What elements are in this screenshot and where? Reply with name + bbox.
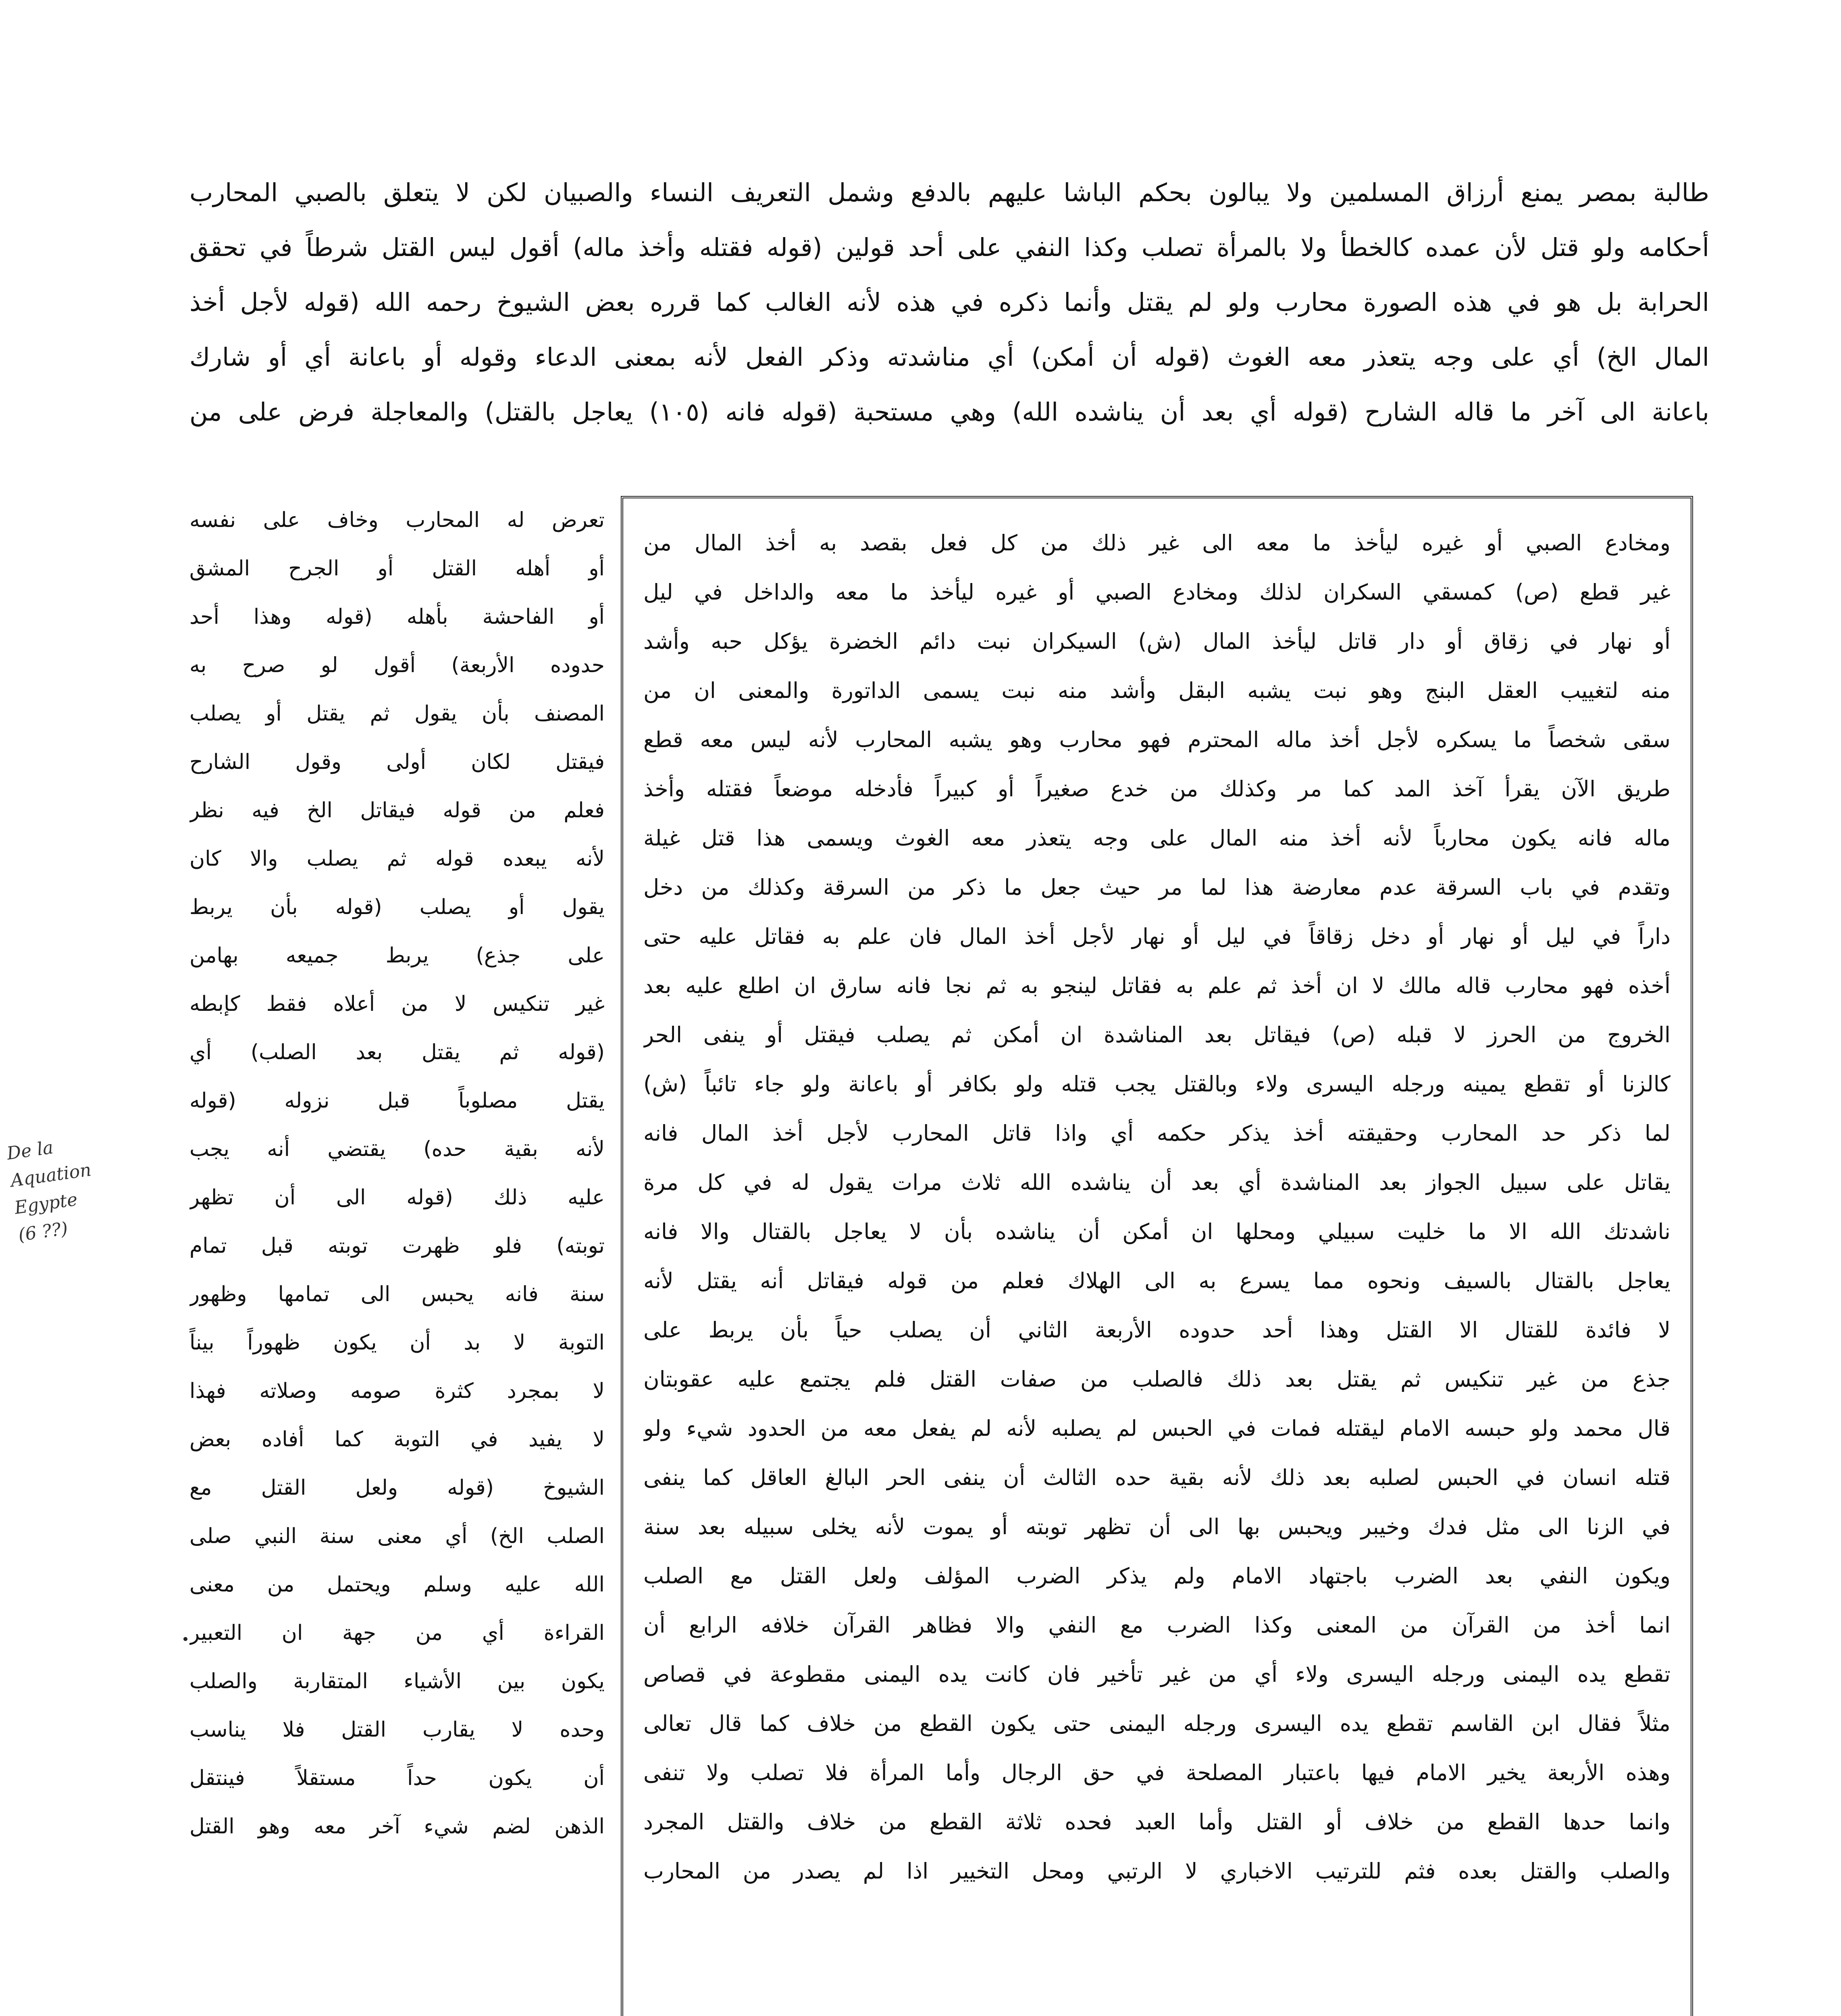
side-line: المصنف بأن يقول ثم يقتل أو يصلب bbox=[189, 702, 605, 726]
header-line-1: طالبة بمصر يمنع أرزاق المسلمين ولا يبالون بحكم الباشا عليهم بالدفع وشمل التعريف النساء والصبيان لكن لا يتعلق بالصبي المحارب bbox=[189, 178, 1709, 207]
margin-note-line: Aquation bbox=[9, 1159, 93, 1191]
side-line: يقول أو يصلب (قوله بأن يربط bbox=[189, 895, 605, 919]
side-line: لا يفيد في التوبة كما أفاده بعض bbox=[189, 1427, 605, 1452]
main-line: وتقدم في باب السرقة عدم معارضة هذا لما مر حيث جعل ما ذكر من السرقة وكذلك من دخل bbox=[643, 875, 1670, 900]
side-line: وحده لا يقارب القتل فلا يناسب bbox=[189, 1718, 605, 1742]
margin-note-line: De la bbox=[5, 1137, 55, 1164]
side-line: الشيوخ (قوله ولعل القتل مع bbox=[189, 1476, 605, 1500]
main-line: تقطع يده اليمنى ورجله اليسرى ولاء أي من غير تأخير فان كانت يده اليمنى مقطوعة في قصاص bbox=[643, 1662, 1670, 1687]
main-line: أخذه فهو محارب قاله مالك لا ان أخذ ثم علم به فقاتل لينجو به ثم نجا فانه سارق ان اطلع عليه بعد bbox=[643, 973, 1670, 998]
main-line: سقى شخصاً ما يسكره لأجل أخذ ماله المحترم فهو محارب وهو يشبه المحارب لأنه ليس معه قطع bbox=[643, 727, 1670, 752]
side-line: الصلب الخ) أي معنى سنة النبي صلى bbox=[189, 1524, 605, 1548]
side-line: يكون بين الأشياء المتقاربة والصلب bbox=[189, 1669, 605, 1693]
main-body bbox=[0, 496, 1841, 2016]
side-line: القراءة أي من جهة ان التعبير bbox=[189, 1621, 605, 1645]
main-line: ناشدتك الله الا ما خليت سبيلي ومحلها ان أمكن أن يناشده بأن لا يعاجل بالقتال والا فانه bbox=[643, 1219, 1670, 1244]
side-line: لا بمجرد كثرة صومه وصلاته فهذا bbox=[189, 1379, 605, 1403]
side-line: الذهن لضم شيء آخر معه وهو القتل bbox=[189, 1814, 605, 1839]
header-line-5: باعانة الى آخر ما قاله الشارح (قوله أي بعد أن يناشده الله) وهي مستحبة (قوله فانه (١٠٥) يعاجل بالقتل) والمعاجلة فرض على من bbox=[189, 397, 1709, 427]
main-line: ماله فانه يكون محارباً لأنه أخذ منه المال على وجه يتعذر معه الغوث ويسمى هذا قتل غيلة bbox=[643, 825, 1670, 851]
main-line: جذع من غير تنكيس ثم يقتل بعد ذلك فالصلب من صفات القتل فلم يجتمع عليه عقوبتان bbox=[643, 1366, 1670, 1392]
main-line: غير قطع (ص) كمسقي السكران لذلك ومخادع الصبي أو غيره ليأخذ ما معه والداخل في ليل bbox=[643, 579, 1670, 605]
side-line: (قوله ثم يقتل بعد الصلب) أي bbox=[189, 1040, 605, 1064]
side-line: فعلم من قوله فيقاتل الخ فيه نظر bbox=[189, 798, 605, 823]
side-line: يقتل مصلوباً قبل نزوله (قوله bbox=[189, 1089, 605, 1113]
side-line: حدوده الأربعة) أقول لو صرح به bbox=[189, 653, 605, 677]
side-line: التوبة لا بد أن يكون ظهوراً بيناً bbox=[189, 1331, 605, 1355]
main-line: وهذه الأربعة يخير الامام فيها باعتبار المصلحة في حق الرجال وأما المرأة فلا تصلب ولا تنفى bbox=[643, 1760, 1670, 1785]
side-line: تعرض له المحارب وخاف على نفسه bbox=[189, 508, 605, 532]
side-line: أو أهله القتل أو الجرح المشق bbox=[189, 556, 605, 581]
main-line: لما ذكر حد المحارب وحقيقته أخذ يذكر حكمه أي واذا قاتل المحارب لأجل أخذ المال فانه bbox=[643, 1120, 1670, 1146]
side-line: فيقتل لكان أولى وقول الشارح bbox=[189, 750, 605, 774]
main-line: ويكون النفي بعد الضرب باجتهاد الامام ولم يذكر الضرب المؤلف ولعل القتل مع الصلب bbox=[643, 1563, 1670, 1589]
main-text-box bbox=[621, 496, 1693, 2016]
main-line: والصلب والقتل بعده فثم للترتيب الاخباري لا الرتبي ومحل التخيير اذا لم يصدر من المحارب bbox=[643, 1858, 1670, 1884]
main-line: قتله انسان في الحبس لصلبه بعد ذلك لأنه بقية حده الثالث أن ينفى الحر البالغ العاقل كما ينفى bbox=[643, 1465, 1670, 1490]
side-line: غير تنكيس لا من أعلاه فقط كإبطه bbox=[189, 992, 605, 1016]
side-commentary-column bbox=[189, 496, 605, 2016]
main-line: يعاجل بالقتال بالسيف ونحوه مما يسرع به الى الهلاك فعلم من قوله فيقاتل أنه يقتل لأنه bbox=[643, 1268, 1670, 1293]
main-line: وانما حدها القطع من خلاف أو القتل وأما العبد فحده ثلاثة القطع من خلاف والقتل المجرد bbox=[643, 1809, 1670, 1835]
side-line: لأنه يبعده قوله ثم يصلب والا كان bbox=[189, 847, 605, 871]
main-line: يقاتل على سبيل الجواز بعد المناشدة أي بعد أن يناشده الله ثلاث مرات يقول له في كل مرة bbox=[643, 1170, 1670, 1195]
margin-note-line: (6 ??) bbox=[17, 1218, 69, 1245]
main-line: في الزنا الى مثل فدك وخيبر ويحبس بها الى أن تظهر توبته أو يموت لأنه يخلى سبيله بعد سنة bbox=[643, 1514, 1670, 1539]
main-line: كالزنا أو تقطع يمينه ورجله اليسرى ولاء وبالقتل يجب قتله ولو بكافر أو باعانة ولو جاء تائباً (ش) bbox=[643, 1071, 1670, 1097]
side-line: توبته) فلو ظهرت توبته قبل تمام bbox=[189, 1234, 605, 1258]
header-line-3: الحرابة بل هو في هذه الصورة محارب ولو لم يقتل وأنما ذكره في هذه لأنه الغالب كما قرره بعض الشيوخ رحمه الله (قوله لأجل أخذ bbox=[189, 287, 1709, 317]
ink-dot bbox=[183, 1637, 187, 1641]
main-line: الخروج من الحرز لا قبله (ص) فيقاتل بعد المناشدة ان أمكن ثم يصلب فيقتل أو ينفى الحر bbox=[643, 1022, 1670, 1048]
side-line: الله عليه وسلم ويحتمل من معنى bbox=[189, 1572, 605, 1597]
side-line: عليه ذلك (قوله الى أن تظهر bbox=[189, 1185, 605, 1210]
main-line: مثلاً فقال ابن القاسم تقطع يده اليسرى ورجله اليمنى حتى يكون القطع من خلاف كما قال تعالى bbox=[643, 1711, 1670, 1736]
side-line: أن يكون حداً مستقلاً فينتقل bbox=[189, 1766, 605, 1790]
side-line: سنة فانه يحبس الى تمامها وظهور bbox=[189, 1282, 605, 1306]
handwritten-margin-note bbox=[5, 1119, 181, 1308]
main-line: منه لتغييب العقل البنج وهو نبت يشبه البقل وأشد منه نبت يسمى الداتورة والمعنى ان من bbox=[643, 678, 1670, 703]
header-line-2: أحكامه ولو قتل لأن عمده كالخطأ ولا بالمرأة تصلب وكذا النفي على أحد قولين (قوله فقتله وأخذ ماله) أقول ليس القتل شرطاً في تحقق bbox=[189, 233, 1709, 262]
main-line: قال محمد ولو حبسه الامام ليقتله فمات في الحبس لم يصلبه لأنه لم يفعل معه من الحدود شيء ولو bbox=[643, 1416, 1670, 1441]
main-line: ومخادع الصبي أو غيره ليأخذ ما معه الى غير ذلك من كل فعل بقصد به أخذ المال من bbox=[643, 530, 1670, 556]
side-line: أو الفاحشة بأهله (قوله وهذا أحد bbox=[189, 605, 605, 629]
margin-note-line: Egypte bbox=[13, 1189, 79, 1218]
header-line-4: المال الخ) أي على وجه يتعذر معه الغوث (قوله أن أمكن) أي مناشدته وذكر الفعل لأنه بمعنى الدعاء وقوله أو باعانة أي أو شارك bbox=[189, 342, 1709, 372]
side-line: لأنه بقية حده) يقتضي أنه يجب bbox=[189, 1137, 605, 1161]
main-line: طريق الآن يقرأ آخذ المد كما مر وكذلك من خدع صغيراً أو كبيراً فأدخله موضعاً فقتله وأخذ bbox=[643, 776, 1670, 802]
main-line: انما أخذ من القرآن من المعنى وكذا الضرب مع النفي والا فظاهر القرآن خلافه الرابع أن bbox=[643, 1612, 1670, 1638]
main-line: لا فائدة للقتال الا القتل وهذا أحد حدوده الأربعة الثاني أن يصلب حياً بأن يربط على bbox=[643, 1317, 1670, 1343]
header-commentary bbox=[189, 165, 1709, 439]
main-line: داراً في ليل أو نهار أو دخل زقاقاً في ليل أو نهار لأجل أخذ المال فان علم به فقاتل عليه حتى bbox=[643, 924, 1670, 949]
side-line: على جذع) يربط جميعه بهامن bbox=[189, 943, 605, 968]
main-line: أو نهار في زقاق أو دار قاتل ليأخذ المال (ش) السيكران نبت دائم الخضرة يؤكل حبه وأشد bbox=[643, 629, 1670, 654]
